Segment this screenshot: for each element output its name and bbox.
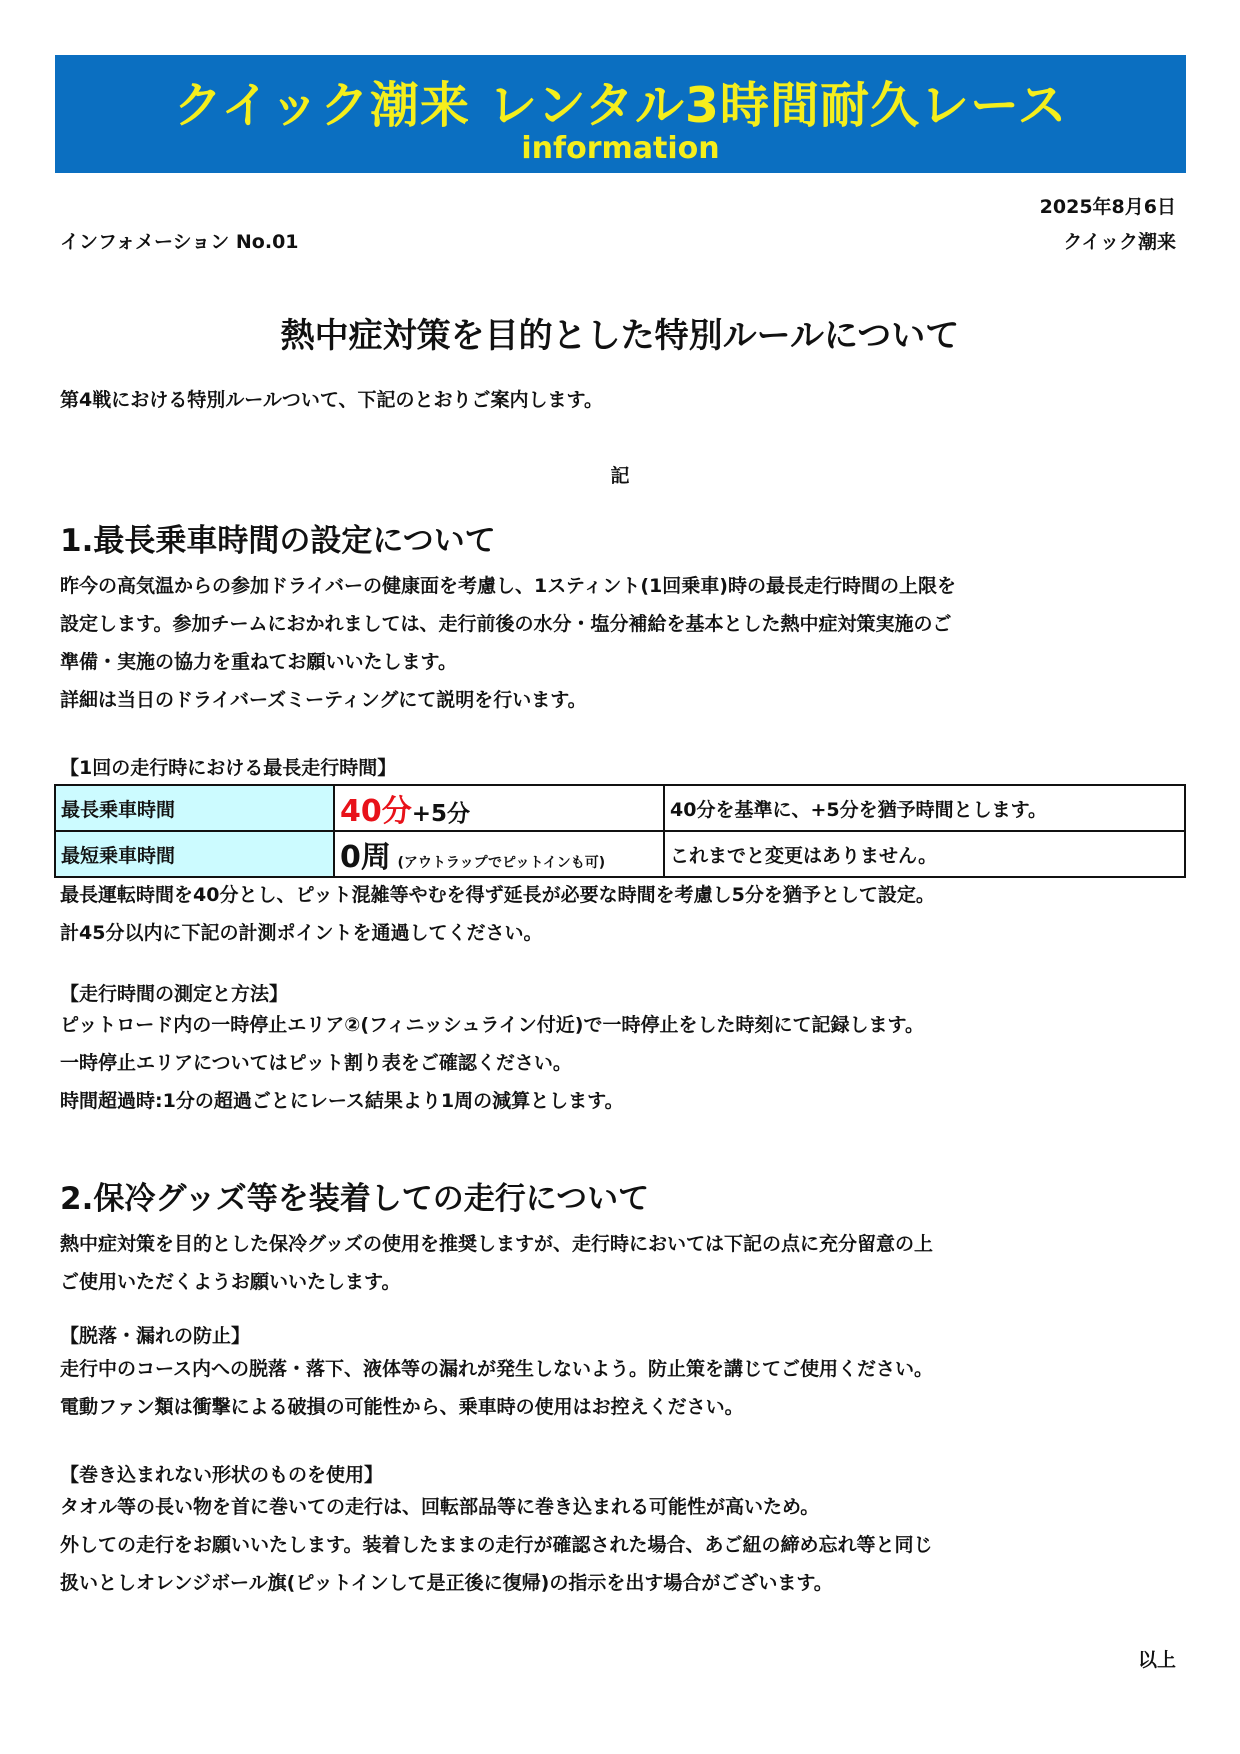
section1-heading: 1.最長乗車時間の設定について xyxy=(60,523,496,559)
drop-heading: 【脱落・漏れの防止】 xyxy=(60,1325,251,1347)
info-number: インフォメーション No.01 xyxy=(60,231,299,253)
paragraph-line: ご使用いただくようお願いいたします。 xyxy=(60,1271,401,1293)
paragraph-line: ピットロード内の一時停止エリア②(フィニッシュライン付近)で一時停止をした時刻にて記録します。 xyxy=(60,1014,924,1036)
paragraph-line: 扱いとしオレンジボール旗(ピットインして是正後に復帰)の指示を出す場合がございます。 xyxy=(60,1572,833,1594)
table-row xyxy=(55,831,1185,877)
paragraph-line: 最長運転時間を40分とし、ピット混雑等やむを得ず延長が必要な時間を考慮し5分を猶予として設定。 xyxy=(60,884,935,906)
paragraph-line: 外しての走行をお願いいたします。装着したままの走行が確認された場合、あご紐の締め忘れ等と同じ xyxy=(60,1534,933,1556)
paragraph-line: 時間超過時:1分の超過ごとにレース結果より1周の減算とします。 xyxy=(60,1090,624,1112)
row-note: 40分を基準に、+5分を猶予時間とします。 xyxy=(664,785,1185,831)
closing-mark: 以上 xyxy=(1137,1649,1176,1671)
paragraph-line: 設定します。参加チームにおかれましては、走行前後の水分・塩分補給を基本とした熱中症対策実施のご xyxy=(60,613,952,635)
value-main: 0周 xyxy=(340,840,391,875)
paragraph-line: 一時停止エリアについてはピット割り表をご確認ください。 xyxy=(60,1052,572,1074)
shape-heading: 【巻き込まれない形状のものを使用】 xyxy=(60,1464,384,1486)
paragraph-line: 昨今の高気温からの参加ドライバーの健康面を考慮し、1スティント(1回乗車)時の最長走行時間の上限を xyxy=(60,575,956,597)
issue-date: 2025年8月6日 xyxy=(1039,196,1176,218)
value-main: 40分 xyxy=(340,794,412,829)
intro-text: 第4戦における特別ルールついて、下記のとおりご案内します。 xyxy=(60,389,603,411)
paragraph-line: 電動ファン類は衝撃による破損の可能性から、乗車時の使用はお控えください。 xyxy=(60,1396,744,1418)
row-label: 最長乗車時間 xyxy=(55,785,334,831)
table-caption: 【1回の走行時における最長走行時間】 xyxy=(60,757,397,779)
row-note: これまでと変更はありません。 xyxy=(664,831,1185,877)
shape-text xyxy=(60,1488,932,1602)
section2-heading: 2.保冷グッズ等を装着しての走行について xyxy=(60,1181,650,1217)
paragraph-line: 詳細は当日のドライバーズミーティングにて説明を行います。 xyxy=(60,689,587,711)
document-title: 熱中症対策を目的とした特別ルールについて xyxy=(280,316,960,356)
row-label: 最短乗車時間 xyxy=(55,831,334,877)
drop-text xyxy=(60,1350,933,1426)
row-value xyxy=(334,785,664,831)
paragraph-line: 熱中症対策を目的とした保冷グッズの使用を推奨しますが、走行時においては下記の点に充分留意の上 xyxy=(60,1233,934,1255)
row-value xyxy=(334,831,664,877)
table-row xyxy=(55,785,1185,831)
paragraph-line: 計45分以内に下記の計測ポイントを通過してください。 xyxy=(60,922,543,944)
issuer: クイック潮来 xyxy=(1063,231,1176,253)
section1-paragraph xyxy=(60,567,956,719)
measure-heading: 【走行時間の測定と方法】 xyxy=(60,983,289,1005)
after-table-text xyxy=(60,876,935,952)
measure-text xyxy=(60,1006,924,1120)
header-banner xyxy=(55,55,1186,173)
value-extra: +5分 xyxy=(411,801,471,827)
paragraph-line: 準備・実施の協力を重ねてお願いいたします。 xyxy=(60,651,458,673)
banner-title: クイック潮来 レンタル3時間耐久レース xyxy=(173,77,1068,134)
banner-subtitle: information xyxy=(521,131,720,166)
ride-time-table xyxy=(54,784,1186,878)
value-extra: (アウトラップでピットインも可) xyxy=(397,855,606,871)
paragraph-line: タオル等の長い物を首に巻いての走行は、回転部品等に巻き込まれる可能性が高いため。 xyxy=(60,1496,820,1518)
section2-paragraph xyxy=(60,1225,933,1301)
paragraph-line: 走行中のコース内への脱落・落下、液体等の漏れが発生しないよう。防止策を講じてご使用ください。 xyxy=(60,1358,934,1380)
ki-marker: 記 xyxy=(610,465,630,487)
